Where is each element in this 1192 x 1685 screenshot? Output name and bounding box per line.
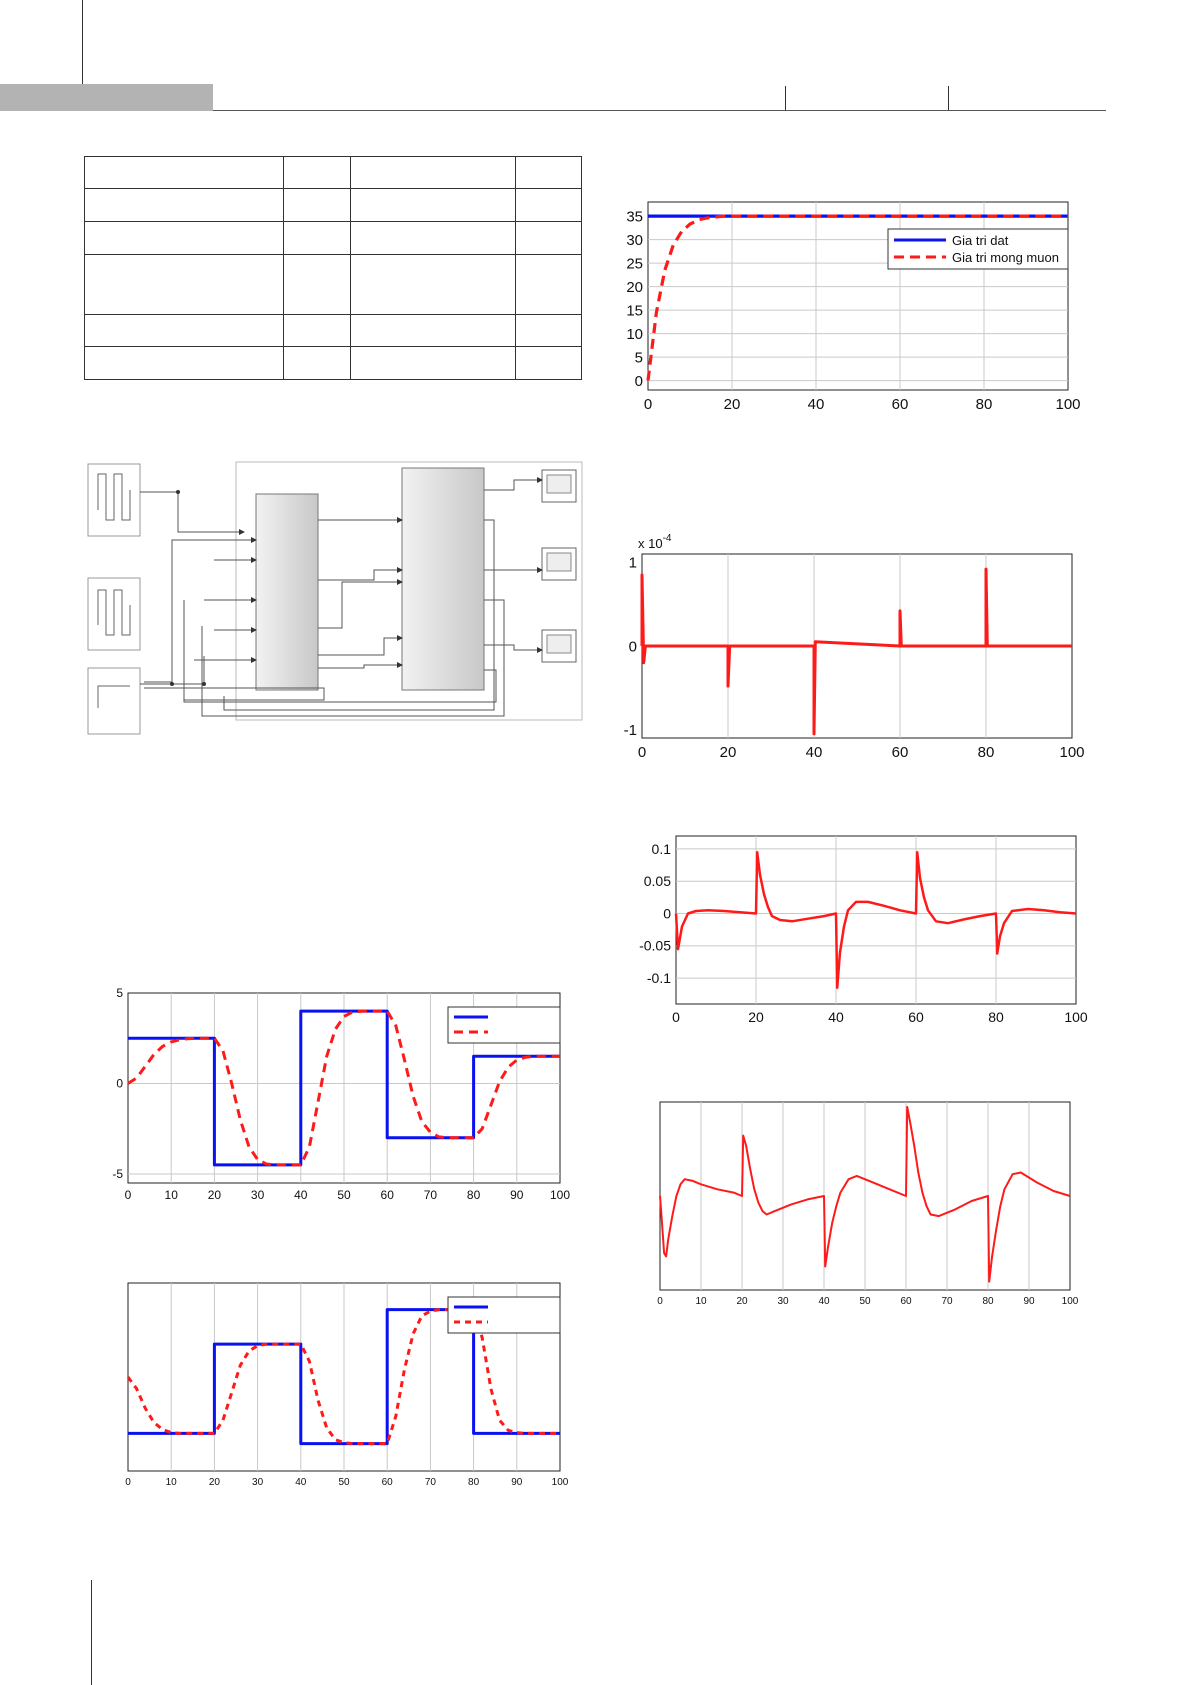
table-cell — [283, 189, 351, 222]
chart-setpoint-35 — [610, 190, 1080, 420]
x-tick-label: 100 — [549, 1188, 571, 1202]
x-tick-label: 10 — [695, 1296, 707, 1307]
table-cell — [351, 347, 516, 380]
x-tick-label: 70 — [941, 1296, 953, 1307]
x-tick-label: 100 — [1061, 1296, 1079, 1307]
table-cell — [516, 189, 582, 222]
table-cell — [85, 347, 284, 380]
footer-rule — [91, 1580, 92, 1685]
x-tick-label: 60 — [891, 396, 909, 413]
y-tick-label: -1 — [623, 721, 637, 739]
x-tick-label: 20 — [748, 1009, 764, 1025]
y-tick-label: 1 — [628, 554, 637, 572]
legend-box — [448, 1297, 560, 1333]
y-tick-label: 0 — [628, 638, 637, 656]
plot-frame — [676, 836, 1076, 1004]
x-tick-label: 40 — [818, 1296, 830, 1307]
x-tick-label: 0 — [672, 1009, 680, 1025]
parameter-table — [84, 156, 582, 380]
x-tick-label: 70 — [423, 1188, 438, 1202]
x-tick-label: 0 — [125, 1477, 131, 1488]
y-tick-label: 0 — [634, 372, 643, 390]
x-tick-label: 80 — [468, 1477, 480, 1488]
x-tick-label: 90 — [510, 1188, 524, 1202]
y-tick-label: -5 — [112, 1167, 123, 1182]
y-tick-label: -0.05 — [639, 937, 671, 954]
x-tick-label: 30 — [252, 1477, 264, 1488]
x-tick-label: 60 — [891, 744, 909, 761]
table-cell — [516, 255, 582, 315]
x-tick-label: 100 — [1055, 396, 1081, 413]
x-tick-label: 30 — [777, 1296, 789, 1307]
axis-exponent-power: -4 — [662, 533, 672, 544]
table-cell — [283, 255, 351, 315]
table-cell — [85, 189, 284, 222]
table-cell — [516, 315, 582, 347]
x-tick-label: 80 — [466, 1188, 481, 1202]
x-tick-label: 90 — [1023, 1296, 1035, 1307]
axis-exponent: x $10^{-4}$ — [638, 533, 672, 551]
chart-response-second — [628, 1090, 1088, 1310]
x-tick-label: 0 — [124, 1188, 132, 1202]
x-tick-label: 20 — [208, 1477, 220, 1488]
y-tick-label: 0.1 — [651, 840, 671, 857]
x-tick-label: 50 — [859, 1296, 871, 1307]
table-cell — [516, 222, 582, 255]
header-band — [0, 84, 213, 111]
table-cell — [351, 222, 516, 255]
chart-position-y — [110, 1275, 570, 1495]
legend-box — [448, 1007, 560, 1043]
chart-error-spikes — [620, 530, 1085, 761]
x-tick-label: 80 — [977, 744, 995, 761]
x-tick-label: 40 — [294, 1188, 308, 1202]
x-tick-label: 60 — [381, 1477, 393, 1488]
table-cell — [283, 347, 351, 380]
header-rule — [213, 110, 1106, 111]
x-tick-label: 100 — [1059, 744, 1085, 761]
x-tick-label: 10 — [164, 1188, 178, 1202]
page-top-rule — [82, 0, 83, 84]
table-cell — [85, 222, 284, 255]
x-tick-label: 40 — [807, 396, 825, 413]
y-tick-label: 0 — [663, 905, 671, 922]
y-tick-label: 15 — [626, 302, 643, 320]
y-tick-label: 20 — [626, 278, 643, 296]
simulink-diagram — [84, 450, 594, 732]
x-tick-label: 20 — [723, 396, 741, 413]
legend-label: Gia tri dat — [952, 233, 1009, 248]
x-tick-label: 20 — [207, 1188, 222, 1202]
x-tick-label: 40 — [805, 744, 823, 761]
x-tick-label: 0 — [637, 744, 647, 761]
table-cell — [516, 347, 582, 380]
header-divider — [948, 86, 949, 110]
y-tick-label: 0 — [116, 1076, 123, 1091]
x-tick-label: 100 — [1064, 1009, 1088, 1025]
y-tick-label: 30 — [626, 231, 643, 249]
y-tick-label: 10 — [626, 325, 643, 343]
x-tick-label: 0 — [643, 396, 653, 413]
x-tick-label: 60 — [380, 1188, 394, 1202]
x-tick-label: 50 — [337, 1188, 351, 1202]
x-tick-label: 40 — [828, 1009, 844, 1025]
table-cell — [283, 222, 351, 255]
x-tick-label: 20 — [719, 744, 737, 761]
x-tick-label: 40 — [295, 1477, 307, 1488]
x-tick-label: 0 — [657, 1296, 663, 1307]
x-tick-label: 30 — [250, 1188, 265, 1202]
table-cell — [283, 315, 351, 347]
table-cell — [351, 255, 516, 315]
x-tick-label: 90 — [511, 1477, 523, 1488]
header-divider — [785, 86, 786, 110]
x-tick-label: 80 — [988, 1009, 1004, 1025]
legend-label: Gia tri mong muon — [952, 250, 1059, 265]
table-cell — [85, 315, 284, 347]
x-tick-label: 80 — [982, 1296, 994, 1307]
x-tick-label: 50 — [338, 1477, 350, 1488]
table-cell — [516, 157, 582, 189]
x-tick-label: 20 — [736, 1296, 748, 1307]
y-tick-label: 25 — [626, 255, 643, 273]
y-tick-label: 35 — [626, 208, 643, 226]
y-tick-label: -0.1 — [646, 970, 671, 987]
table-cell — [351, 315, 516, 347]
x-tick-label: 80 — [975, 396, 993, 413]
table-cell — [351, 189, 516, 222]
y-tick-label: 0.05 — [643, 873, 671, 890]
x-tick-label: 100 — [551, 1477, 569, 1488]
x-tick-label: 10 — [165, 1477, 177, 1488]
y-tick-label: 5 — [634, 349, 643, 367]
table-cell — [85, 157, 284, 189]
table-cell — [283, 157, 351, 189]
x-tick-label: 60 — [908, 1009, 924, 1025]
table-cell — [85, 255, 284, 315]
chart-response-small — [628, 824, 1088, 1024]
table-cell — [351, 157, 516, 189]
y-tick-label: 5 — [116, 986, 123, 1001]
x-tick-label: 60 — [900, 1296, 912, 1307]
chart-position-x — [110, 985, 570, 1205]
x-tick-label: 70 — [424, 1477, 436, 1488]
